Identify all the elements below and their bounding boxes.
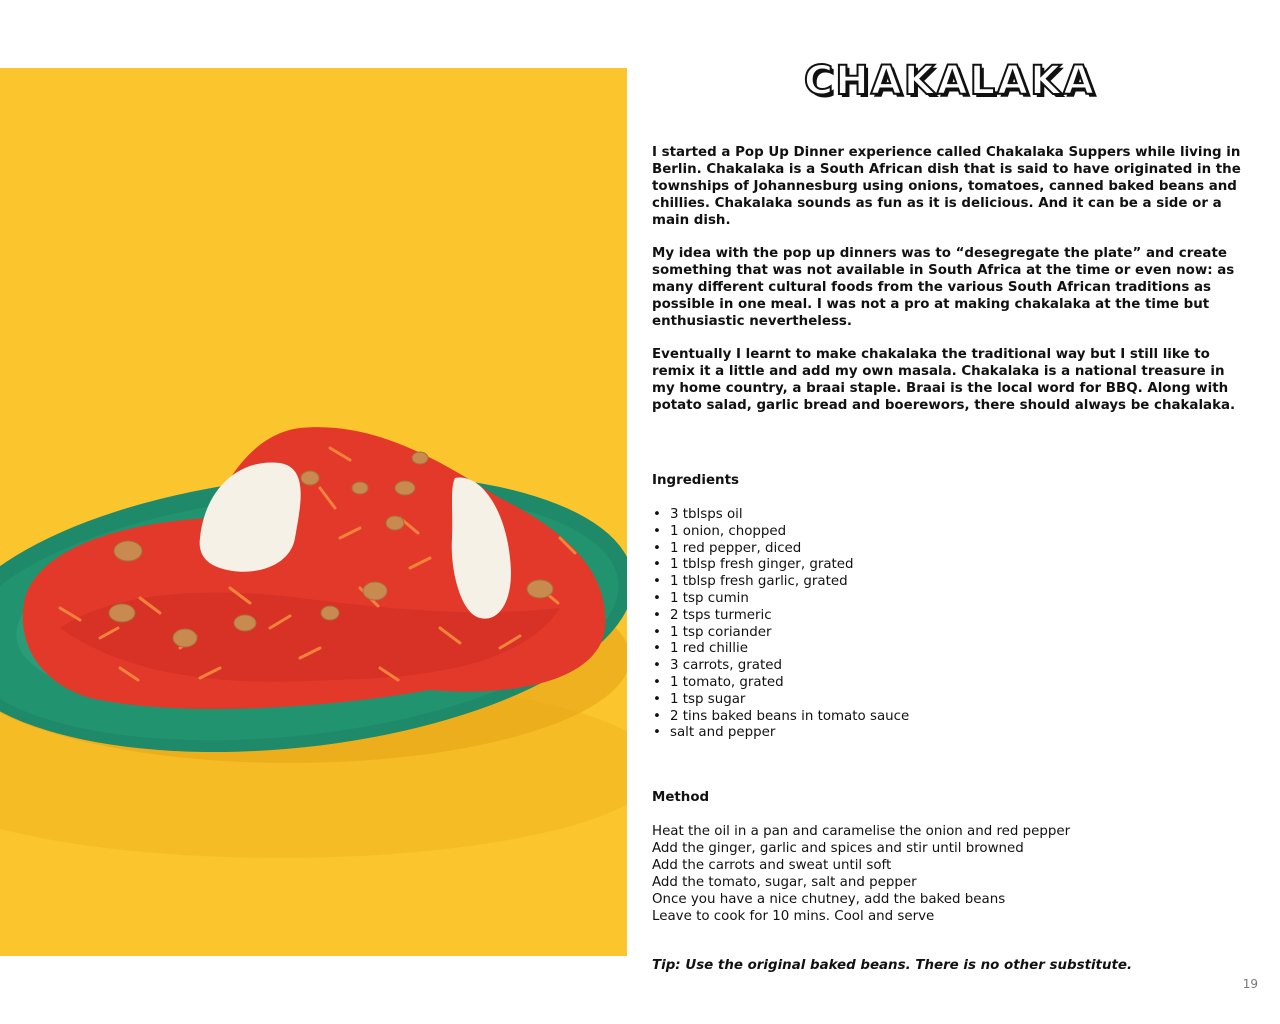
ingredient-item: • 1 red pepper, diced [652, 540, 1247, 557]
ingredient-item: • 1 tomato, grated [652, 674, 1247, 691]
intro-paragraph: I started a Pop Up Dinner experience called Chakalaka Suppers while living in Berlin. Chakalaka is a South African dish that is said to have originated in the townships of Johannesburg using onions, tomatoes, canned baked beans and chillies. Chakalaka sounds as fun as it is delicious. And it can be a side or a main dish. [652, 145, 1241, 228]
ingredient-item: • 1 onion, chopped [652, 523, 1247, 540]
recipe-content [652, 144, 1247, 988]
method-steps [652, 823, 1247, 925]
method-step: Add the ginger, garlic and spices and stir until browned [652, 841, 1024, 857]
chakalaka-illustration [0, 68, 627, 956]
ingredient-item: • 2 tsps turmeric [652, 607, 1247, 624]
method-step: Add the tomato, sugar, salt and pepper [652, 875, 917, 891]
ingredients-list [652, 506, 1247, 741]
ingredient-item: • 1 tsp cumin [652, 590, 1247, 607]
method-step: Leave to cook for 10 mins. Cool and serve [652, 909, 935, 925]
recipe-title: CHAKALAKA [803, 58, 1097, 104]
ingredient-item: • 2 tins baked beans in tomato sauce [652, 708, 1247, 725]
intro-paragraph: My idea with the pop up dinners was to “desegregate the plate” and create something that was not available in South Africa at the time or even now: as many different cultural foods from the various South African traditions as possible in one meal. I was not a pro at making chakalaka at the time but enthusiastic nevertheless. [652, 246, 1235, 329]
ingredient-item: • salt and pepper [652, 724, 1247, 741]
method-step: Add the carrots and sweat until soft [652, 858, 892, 874]
ingredient-item: • 1 tsp sugar [652, 691, 1247, 708]
ingredient-item: • 3 tblsps oil [652, 506, 1247, 523]
ingredient-item: • 3 carrots, grated [652, 657, 1247, 674]
ingredient-item: • 1 red chillie [652, 640, 1247, 657]
page-number: 19 [1242, 977, 1258, 991]
method-step: Once you have a nice chutney, add the baked beans [652, 892, 1006, 908]
ingredients-heading: Ingredients [652, 473, 739, 488]
plate-drawing [0, 68, 627, 956]
tip-text: Tip: Use the original baked beans. There is no other substitute. [652, 958, 1133, 974]
method-step: Heat the oil in a pan and caramelise the onion and red pepper [652, 824, 1071, 840]
ingredient-item: • 1 tblsp fresh ginger, grated [652, 556, 1247, 573]
ingredient-item: • 1 tblsp fresh garlic, grated [652, 573, 1247, 590]
intro-paragraph: Eventually I learnt to make chakalaka the traditional way but I still like to remix it a little and add my own masala. Chakalaka is a national treasure in my home country, a braai staple. Braai is the local word for BBQ. Along with potato salad, garlic bread and boerewors, there should always be chakalaka. [652, 347, 1236, 413]
method-heading: Method [652, 790, 710, 806]
ingredient-item: • 1 tsp coriander [652, 624, 1247, 641]
